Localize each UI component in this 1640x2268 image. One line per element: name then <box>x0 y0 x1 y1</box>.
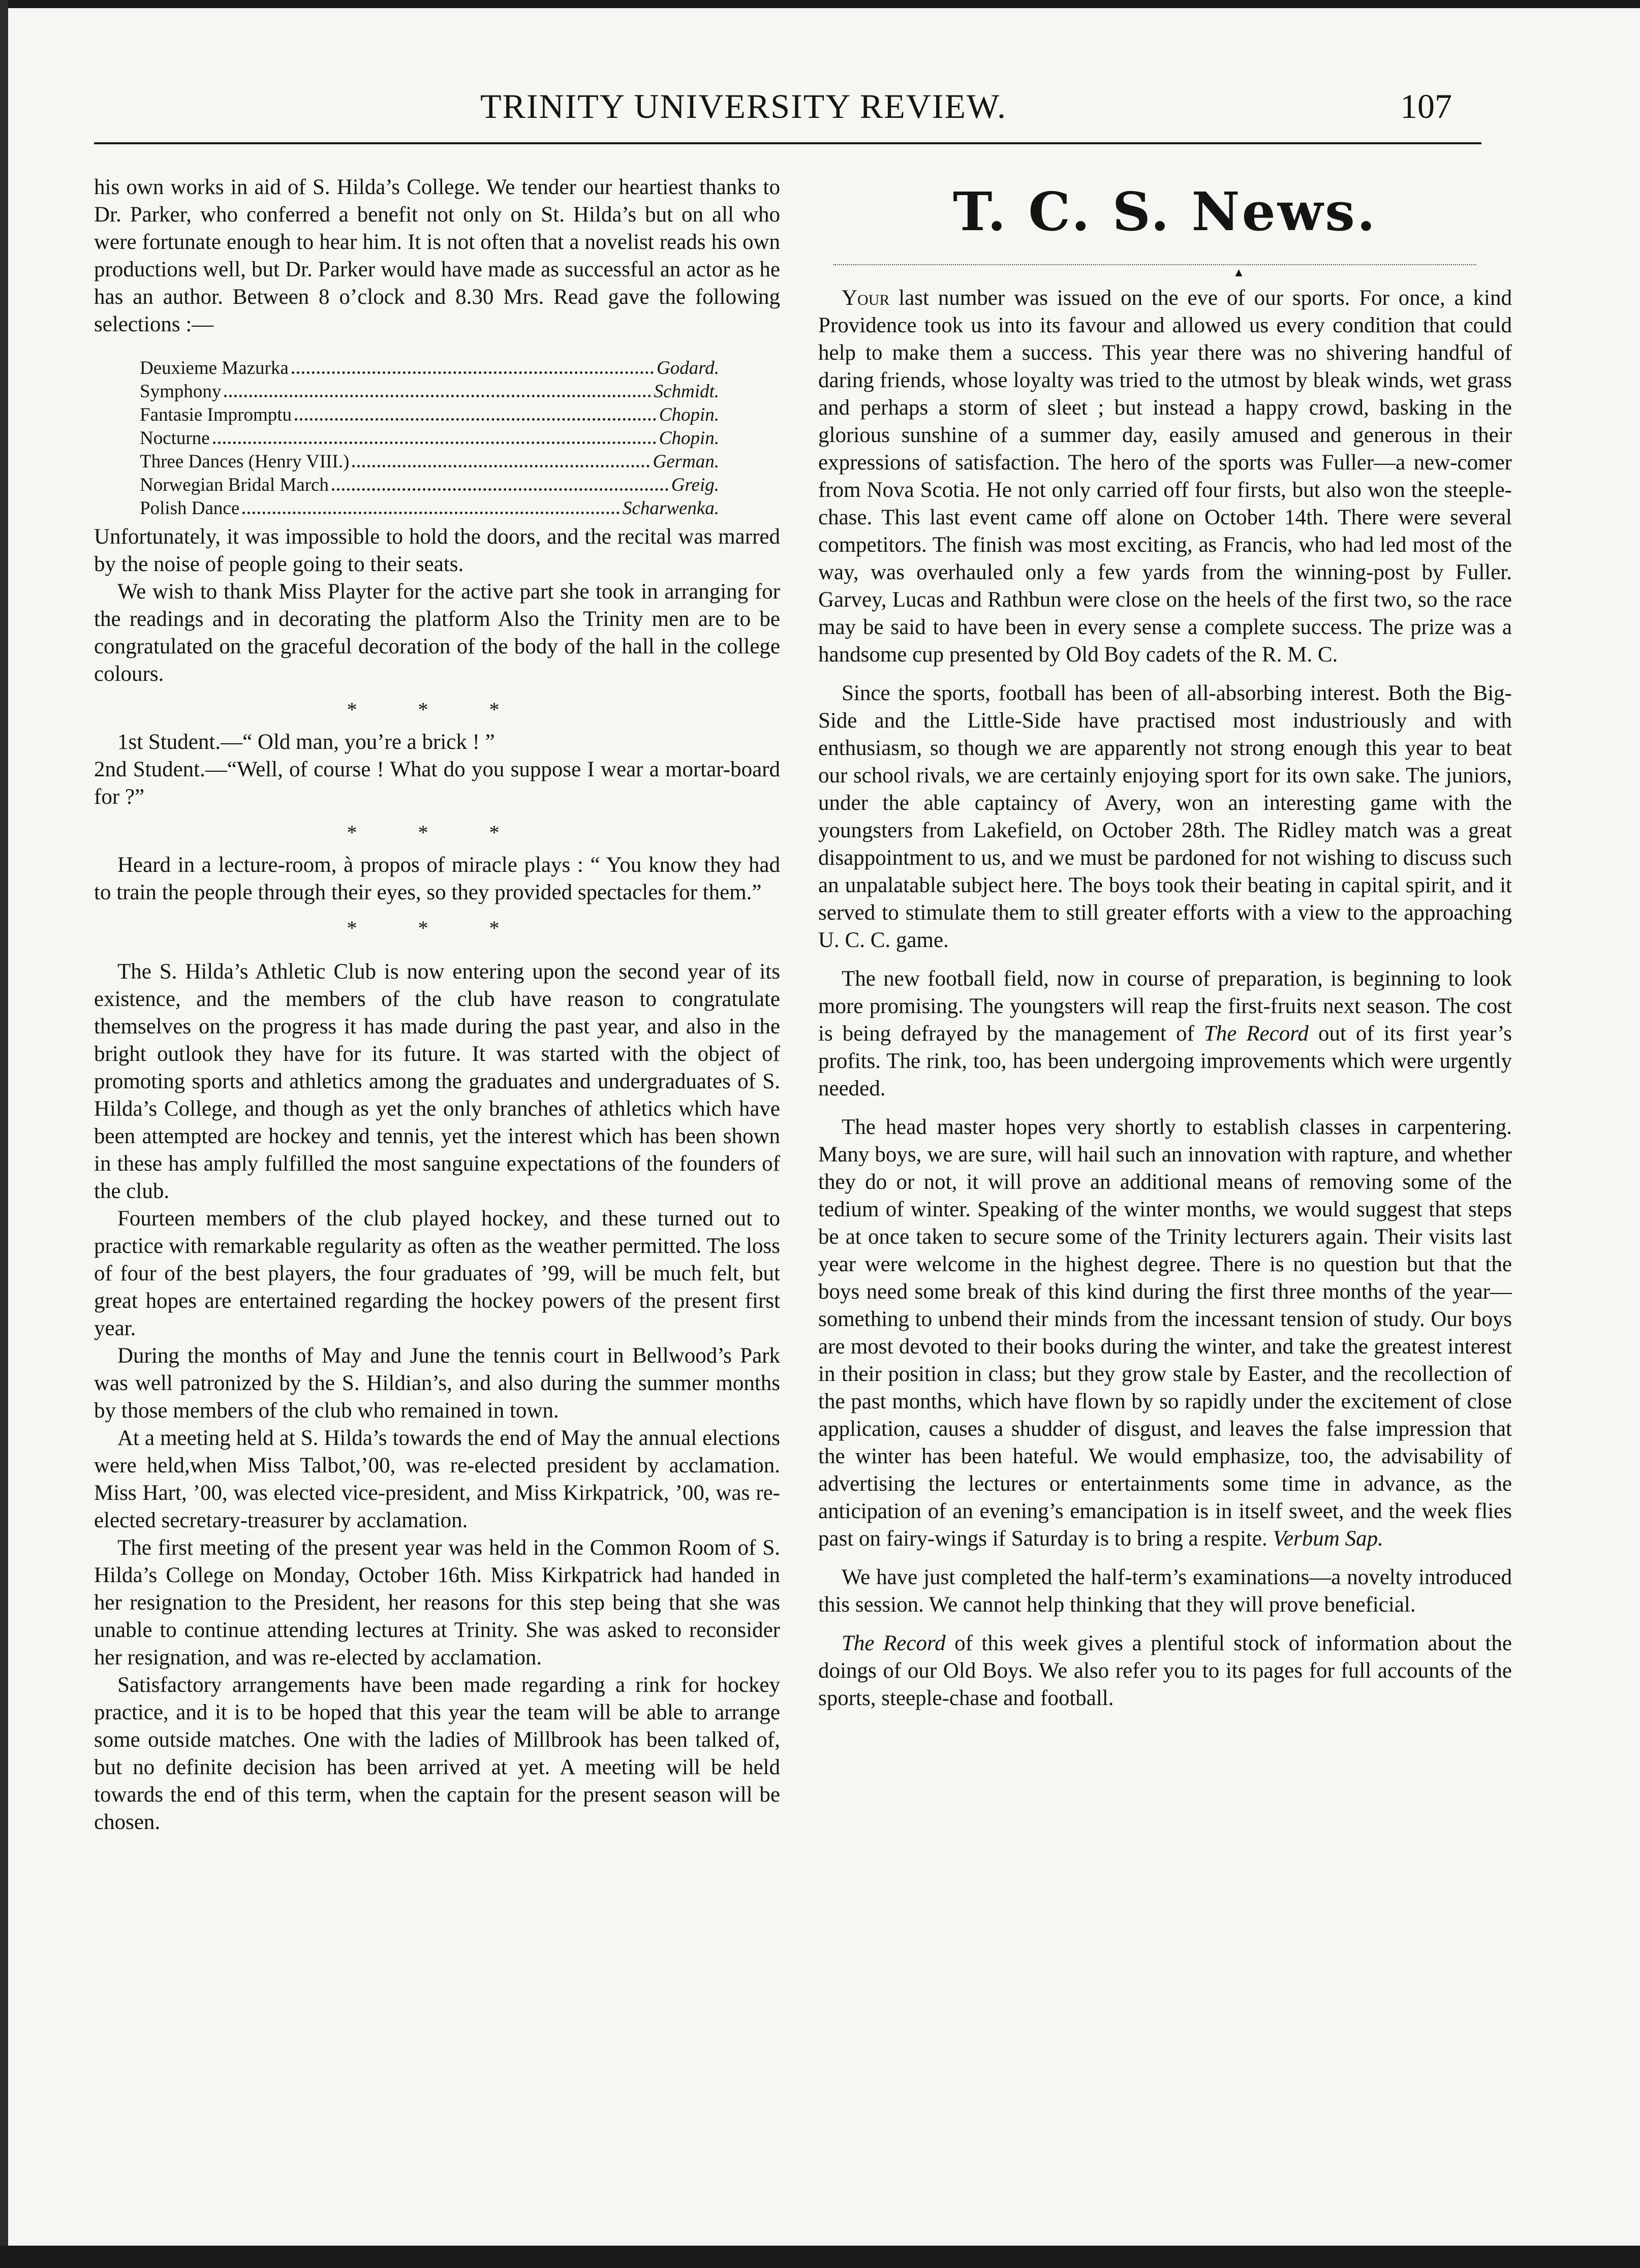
athletic-club-report <box>94 958 780 1836</box>
leader-dots <box>224 395 651 397</box>
dialogue-line-1: 1st Student.—“ Old man, you’re a brick ! ” <box>117 730 495 754</box>
leader-dots <box>213 442 656 444</box>
piece-title: Polish Dance <box>140 498 240 519</box>
running-header <box>94 86 1481 144</box>
paragraph-lecture-anecdote: Heard in a lecture-room, à propos of miracle plays : “ You know they had to train the people through their eyes, so they provided spectacles for them.” <box>94 853 780 904</box>
program-item <box>140 380 719 403</box>
recital-program <box>140 357 719 520</box>
composer: Schmidt. <box>654 381 719 402</box>
paragraph-football-field: The new football field, now in course of preparation, is beginning to look more promising. The youngsters will reap the first-fruits next season. The cost is being defrayed by the management of The Record out of its first year’s profits. The rink, too, has been undergoing improvements which were urgently needed. <box>818 967 1512 1100</box>
athletic-paragraph: At a meeting held at S. Hilda’s towards the end of May the annual elections were held,when Miss Talbot,’00, was re-elected president by acclamation. Miss Hart, ’00, was elected vice-president, and Miss Kirkpatrick, ’00, was re-elected secretary-treasurer by acclamation. <box>94 1426 780 1532</box>
program-item <box>140 497 719 520</box>
lead-word: Your <box>842 286 890 310</box>
paragraph-football: Since the sports, football has been of all-absorbing interest. Both the Big-Side and the Little-Side have practised most industriously and with enthusiasm, so though we are apparently not strong enough this year to beat our school rivals, we are certainly enjoying sport for its own sake. The juniors, under the able captaincy of Avery, won an interesting game with the youngsters from Lakefield, on October 28th. The Ridley match was a great disappointment to us, and we must be pardoned for not wishing to discuss such an unpalatable subject here. The boys took their beating in capital spirit, and it served to stimulate them to still greater efforts with a view to the approaching U. C. C. game. <box>818 681 1512 952</box>
section-heading: T. C. S. News. <box>952 180 1378 243</box>
section-separator: * * * <box>347 821 528 844</box>
scan-edge-left <box>0 0 8 2268</box>
piece-title: Symphony <box>140 381 222 402</box>
athletic-paragraph: The S. Hilda’s Athletic Club is now entering upon the second year of its existence, and the members of the club have reason to congratulate themselves on the progress it has made during the past year, and also in the bright outlook they have for its future. It was started with the object of promoting sports and athletics among the graduates and undergraduates of S. Hilda’s College, and though as yet the only branches of athletics which have been attempted are hockey and tennis, yet the interest which has been shown in these has amply fulfilled the most sanguine expectations of the founders of the club. <box>94 960 780 1203</box>
piece-title: Fantasie Impromptu <box>140 404 292 425</box>
left-column <box>94 174 780 1836</box>
paragraph-thanks: We wish to thank Miss Playter for the active part she took in arranging for the readings and in decorating the platform Also the Trinity men are to be congratulated on the graceful decoration of the body of the hall in the college colours. <box>94 580 780 686</box>
leader-dots <box>352 465 649 467</box>
dialogue-line-2: 2nd Student.—“Well, of course ! What do you suppose I wear a mortar-board for ?” <box>94 758 780 809</box>
leader-dots <box>292 371 654 374</box>
right-column <box>818 174 1512 1712</box>
continued-paragraph: his own works in aid of S. Hilda’s College. We tender our heartiest thanks to Dr. Parker, who conferred a benefit not only on St. Hilda’s but on all who were fortunate enough to hear him. It is not often that a novelist reads his own productions well, but Dr. Parker would have made as successful an actor as he has an author. Between 8 o’clock and 8.30 Mrs. Read gave the following selections :— <box>94 175 780 336</box>
paragraph-carpentering: The head master hopes very shortly to establish classes in carpentering. Many boys, we are sure, will hail such an innovation with rapture, and whether they do or not, it will prove an additional means of removing some of the tedium of winter. Speaking of the winter months, we would suggest that steps be at once taken to secure some of the Trinity lecturers again. Their visits last year were welcome in the highest degree. There is no question but that the boys need some break of this kind during the first three months of the year—something to unbend their minds from the incessant tension of study. Our boys are most devoted to their books during the winter, and take the greatest interest in their position in class; but they grow stale by Easter, and the recollection of the past months, which have flown by so rapidly under the excitement of close application, causes a shudder of disgust, and leaves the false impression that the winter has been hateful. We would emphasize, too, the advisability of advertising the lectures or entertainments some time in advance, as the anticipation of an evening’s emancipation is in itself sweet, and the week flies past on fairy-wings if Saturday is to bring a respite. Verbum Sap. <box>818 1115 1512 1551</box>
composer: German. <box>653 451 719 472</box>
composer: Chopin. <box>659 428 719 449</box>
composer: Godard. <box>657 358 719 379</box>
piece-title: Three Dances (Henry VIII.) <box>140 451 350 472</box>
paragraph-sports: Your last number was issued on the eve of our sports. For once, a kind Providence took us into its favour and allowed us every condition that could help to make them a success. This year there was no shivering handful of daring friends, whose loyalty was tried to the utmost by bleak winds, wet grass and perhaps a storm of sleet ; but instead a happy crowd, basking in the glorious sunshine of a summer day, easily amused and generous in their expressions of satisfaction. The hero of the sports was Fuller—a new-comer from Nova Scotia. He not only carried off four firsts, but also won the steeple-chase. This last event came off alone on October 14th. There were several competitors. The finish was most exciting, as Francis, who had led most of the way, was overhauled only a few yards from the winning-post by Fuller. Garvey, Lucas and Rathbun were close on the heels of the first two, so the race may be said to have been in every sense a complete success. The prize was a handsome cup presented by Old Boy cadets of the R. M. C. <box>818 286 1512 667</box>
leader-dots <box>295 418 656 421</box>
scan-edge-top <box>0 0 1640 8</box>
leader-dots <box>242 512 620 514</box>
composer: Greig. <box>671 475 719 495</box>
journal-title: TRINITY UNIVERSITY REVIEW. <box>480 87 1007 125</box>
program-item <box>140 450 719 474</box>
paragraph-the-record: The Record of this week gives a plentiful stock of information about the doings of our Old Boys. We also refer you to its pages for full accounts of the sports, steeple-chase and football. <box>818 1631 1512 1710</box>
piece-title: Norwegian Bridal March <box>140 475 329 495</box>
scan-edge-bottom <box>0 2246 1640 2268</box>
ornament: ▲ <box>1232 266 1245 279</box>
athletic-paragraph: Fourteen members of the club played hockey, and these turned out to practice with remarkable regularity as often as the weather permitted. The loss of four of the best players, the four graduates of ’99, will be much felt, but great hopes are entertained regarding the hockey powers of the present first year. <box>94 1207 780 1340</box>
program-item <box>140 427 719 450</box>
page-number: 107 <box>1400 87 1452 125</box>
paragraph-recital-note: Unfortunately, it was impossible to hold the doors, and the recital was marred by the noise of people going to their seats. <box>94 525 780 576</box>
section-separator: * * * <box>347 698 528 721</box>
program-item <box>140 357 719 380</box>
athletic-paragraph: During the months of May and June the tennis court in Bellwood’s Park was well patronized by the S. Hildian’s, and also during the summer months by those members of the club who remained in town. <box>94 1344 780 1423</box>
athletic-paragraph: Satisfactory arrangements have been made regarding a rink for hockey practice, and it is to be hoped that this year the team will be able to arrange some outside matches. One with the ladies of Millbrook has been talked of, but no definite decision has been arrived at yet. A meeting will be held towards the end of this term, when the captain for the present season will be chosen. <box>94 1673 780 1834</box>
section-separator: * * * <box>347 917 528 939</box>
athletic-paragraph: The first meeting of the present year was held in the Common Room of S. Hilda’s College on Monday, October 16th. Miss Kirkpatrick had handed in her resignation to the President, her reasons for this step being that she was unable to continue attending lectures at Trinity. She was asked to reconsider her resignation, and was re-elected by acclamation. <box>94 1536 780 1670</box>
paragraph-examinations: We have just completed the half-term’s examinations—a novelty introduced this session. We cannot help thinking that they will prove beneficial. <box>818 1565 1512 1617</box>
piece-title: Deuxieme Mazurka <box>140 358 289 379</box>
piece-title: Nocturne <box>140 428 210 449</box>
program-item <box>140 474 719 497</box>
composer: Chopin. <box>659 404 719 425</box>
program-item <box>140 403 719 427</box>
leader-dots <box>332 488 668 491</box>
composer: Scharwenka. <box>622 498 719 519</box>
